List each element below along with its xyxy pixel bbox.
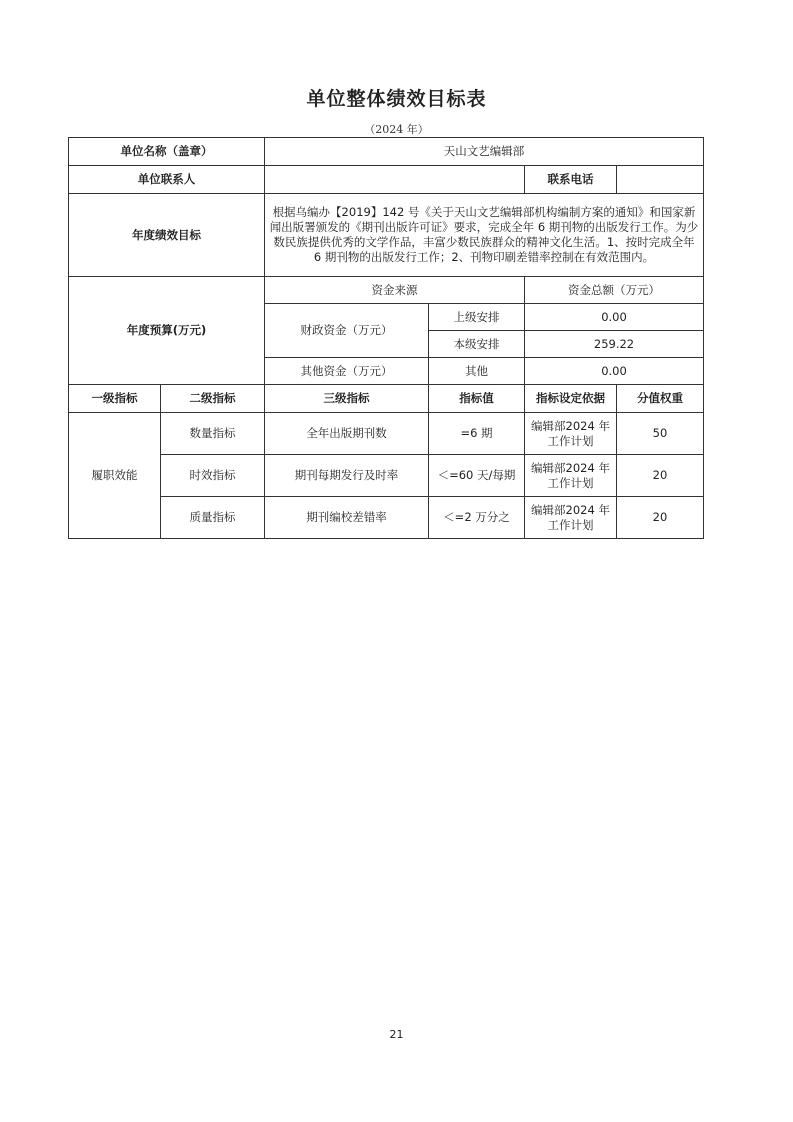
header-basis: 指标设定依据 [525, 385, 617, 413]
local-label: 本级安排 [429, 331, 525, 358]
upper-value: 0.00 [525, 304, 704, 331]
level1-name: 履职效能 [69, 413, 161, 539]
other-value: 0.00 [525, 358, 704, 385]
performance-target-table [68, 137, 704, 539]
weight-cell: 20 [617, 497, 704, 539]
level2-cell: 质量指标 [161, 497, 265, 539]
source-header: 资金来源 [265, 277, 525, 304]
header-value: 指标值 [429, 385, 525, 413]
basis-cell: 编辑部2024 年工作计划 [525, 413, 617, 455]
contact-label: 单位联系人 [69, 166, 265, 194]
goal-label: 年度绩效目标 [69, 194, 265, 277]
table-row [69, 455, 704, 497]
year-subtitle: （2024 年） [364, 123, 429, 136]
basis-cell: 编辑部2024 年工作计划 [525, 497, 617, 539]
fiscal-fund-label: 财政资金（万元） [265, 304, 429, 358]
weight-cell: 50 [617, 413, 704, 455]
level2-cell: 时效指标 [161, 455, 265, 497]
contact-value [265, 166, 525, 194]
header-level1: 一级指标 [69, 385, 161, 413]
level2-cell: 数量指标 [161, 413, 265, 455]
level3-cell: 期刊编校差错率 [265, 497, 429, 539]
phone-label: 联系电话 [525, 166, 617, 194]
value-cell: ＜=60 天/每期 [429, 455, 525, 497]
budget-label: 年度预算(万元) [69, 277, 265, 385]
basis-cell: 编辑部2024 年工作计划 [525, 455, 617, 497]
goal-text: 根据乌编办【2019】142 号《关于天山文艺编辑部机构编制方案的通知》和国家新闻出版署颁发的《期刊出版许可证》要求，完成全年 6 期刊物的出版发行工作。为少数民族提供优秀的文学作品，丰富少数民族群众的精神文化生活。1、按时完成全年 6 期刊物的出版发行工作；2、刊物印刷差错率控制在有效范围内。 [265, 194, 704, 277]
phone-value [617, 166, 704, 194]
level3-cell: 全年出版期刊数 [265, 413, 429, 455]
header-level3: 三级指标 [265, 385, 429, 413]
header-level2: 二级指标 [161, 385, 265, 413]
table-row [69, 413, 704, 455]
other-fund-label: 其他资金（万元） [265, 358, 429, 385]
header-weight: 分值权重 [617, 385, 704, 413]
total-header: 资金总额（万元） [525, 277, 704, 304]
local-value: 259.22 [525, 331, 704, 358]
page-number: 21 [389, 1028, 404, 1041]
unit-name-label: 单位名称（盖章） [69, 138, 265, 166]
page-title: 单位整体绩效目标表 [306, 88, 487, 110]
upper-label: 上级安排 [429, 304, 525, 331]
weight-cell: 20 [617, 455, 704, 497]
table-row [69, 497, 704, 539]
level3-cell: 期刊每期发行及时率 [265, 455, 429, 497]
value-cell: ＜=2 万分之 [429, 497, 525, 539]
unit-name-value: 天山文艺编辑部 [265, 138, 704, 166]
other-label: 其他 [429, 358, 525, 385]
value-cell: =6 期 [429, 413, 525, 455]
